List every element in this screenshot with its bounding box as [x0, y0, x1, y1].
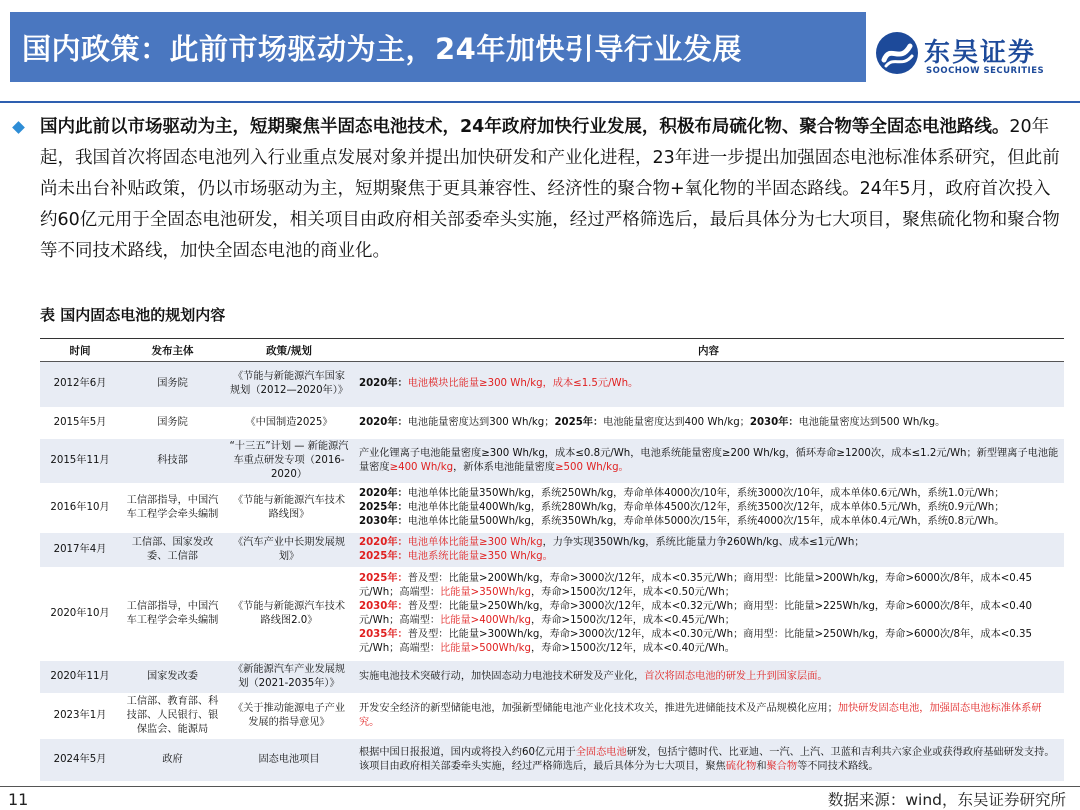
logo-chinese-name: 东吴证券: [924, 38, 1037, 68]
content-segment: ，寿命>1500次/12年，成本<0.40元/Wh。: [530, 642, 735, 654]
column-header-time: 时间: [40, 339, 120, 362]
cell-content: [353, 661, 1064, 693]
header-divider: [0, 101, 1080, 103]
table-row: [40, 567, 1064, 661]
cell-policy: 《中国制造2025》: [225, 407, 353, 439]
content-segment: 2020年：: [359, 536, 408, 548]
page-title: 国内政策：此前市场驱动为主，24年加快引导行业发展: [22, 31, 742, 66]
content-segment: 根据中国日报报道，国内或将投入约60亿元用于: [359, 746, 576, 758]
soochow-logo-icon: [874, 30, 920, 76]
column-header-issuer: 发布主体: [120, 339, 225, 362]
content-segment: 电池系统比能量≥350 Wh/kg。: [407, 550, 553, 562]
content-segment: 2025年：: [359, 572, 408, 584]
cell-content: [353, 533, 1064, 567]
content-segment: 电池能量密度达到500 Wh/kg。: [798, 416, 946, 428]
content-segment: 2025年：: [359, 550, 408, 562]
data-source: 数据来源：wind，东吴证券研究所: [827, 791, 1066, 809]
cell-time: 2020年11月: [40, 661, 120, 693]
column-header-content: 内容: [353, 339, 1064, 362]
cell-time: 2017年4月: [40, 533, 120, 567]
content-segment: 2020年：: [359, 416, 408, 428]
cell-content: [353, 567, 1064, 661]
cell-policy: 固态电池项目: [225, 739, 353, 781]
content-segment: 2020年：: [359, 378, 408, 390]
intro-body: 20年起，我国首次将固态电池列入行业重点发展对象并提出加快研发和产业化进程，23年进一步提出加强固态电池标准体系研究，但此前尚未出台补贴政策，仍以市场驱动为主，短期聚焦于更具兼容性、经济性的聚合物+氧化物的半固态路线。24年5月，政府首次投入约60亿元用于全固态电池研发，相关项目由政府相关部委牵头实施，经过严格筛选后，最后具体分为七大项目，聚焦硫化物和聚合物等不同技术路线，加快全固态电池的商业化。: [40, 117, 1060, 261]
content-segment: 电池模块比能量≥300 Wh/kg，成本≤1.5元/Wh。: [407, 378, 639, 390]
cell-content: [353, 362, 1064, 407]
content-segment: ，力争实现350Wh/kg，系统比能量力争260Wh/kg、成本≤1元/Wh；: [542, 536, 865, 548]
content-segment: 比能量>400Wh/kg: [440, 614, 531, 626]
table-row: [40, 739, 1064, 781]
content-segment: 电池单体比能量400Wh/kg，系统280Wh/kg，寿命单体4500次/12年，系统3500次/12年，成本单体0.5元/Wh，系统0.9元/Wh；: [407, 501, 1005, 513]
cell-content: [353, 439, 1064, 483]
cell-issuer: 工信部、教育部、科技部、人民银行、银保监会、能源局: [120, 693, 225, 739]
cell-policy: 《节能与新能源汽车技术路线图2.0》: [225, 567, 353, 661]
content-segment: 2025年：: [554, 416, 604, 428]
content-segment: 硫化物: [725, 760, 757, 772]
content-segment: 电池单体比能量≥300 Wh/kg: [407, 536, 543, 548]
content-segment: 实施电池技术突破行动，加快固态动力电池技术研发及产业化，: [359, 670, 645, 682]
content-segment: 普及型：比能量>250Wh/kg，寿命>3000次/12年，成本<0.32元/Wh；商用型：比能量>225Wh/kg，寿命>6000次/8年，成本<0.40元/Wh；高端型：: [359, 600, 1032, 626]
content-segment: ，新体系电池能量密度: [453, 461, 555, 473]
intro-bold-lead: 国内此前以市场驱动为主，短期聚焦半固态电池技术，24年政府加快行业发展，积极布局硫化物、聚合物等全固态电池路线。: [40, 117, 1010, 137]
content-segment: 普及型：比能量>300Wh/kg，寿命>3000次/12年，成本<0.30元/Wh；商用型：比能量>250Wh/kg，寿命>6000次/8年，成本<0.35元/Wh；高端型：: [359, 628, 1032, 654]
cell-policy: 《关于推动能源电子产业发展的指导意见》: [225, 693, 353, 739]
content-segment: 全固态电池: [575, 746, 627, 758]
cell-time: 2015年5月: [40, 407, 120, 439]
table-row: [40, 362, 1064, 407]
content-segment: 2030年：: [359, 600, 408, 612]
table-row: [40, 533, 1064, 567]
cell-time: 2012年6月: [40, 362, 120, 407]
content-segment: 电池单体比能量500Wh/kg，系统350Wh/kg，寿命单体5000次/15年，系统4000次/15年，成本单体0.4元/Wh，系统0.8元/Wh。: [407, 515, 1005, 527]
content-segment: 电池能量密度达到300 Wh/kg；: [407, 416, 555, 428]
content-segment: 产业化锂离子电池能量密度≥300 Wh/kg，成本≤0.8元/Wh，电池系统能量密度≥200 Wh/kg，循环寿命≥1200次，成本≤1.2元/Wh；新型锂离子电池能量密度: [359, 447, 1059, 473]
cell-content: [353, 483, 1064, 533]
table-row: [40, 661, 1064, 693]
table-title: 表 国内固态电池的规划内容: [40, 306, 226, 324]
content-segment: 聚合物: [766, 760, 798, 772]
company-logo: [874, 30, 1074, 84]
table-header-row: [40, 339, 1064, 362]
content-segment: 2030年：: [749, 416, 799, 428]
page-number: 11: [8, 790, 29, 809]
cell-issuer: 工信部指导，中国汽车工程学会牵头编制: [120, 567, 225, 661]
cell-policy: 《节能与新能源汽车技术路线图》: [225, 483, 353, 533]
cell-issuer: 工信部指导，中国汽车工程学会牵头编制: [120, 483, 225, 533]
content-segment: 普及型：比能量>200Wh/kg，寿命>3000次/12年，成本<0.35元/Wh；商用型：比能量>200Wh/kg，寿命>6000次/8年，成本<0.45元/Wh；高端型：: [359, 572, 1032, 598]
content-segment: 比能量>500Wh/kg: [440, 642, 531, 654]
content-segment: ≥400 Wh/kg: [389, 461, 454, 473]
column-header-policy: 政策/规划: [225, 339, 353, 362]
cell-issuer: 工信部、国家发改委、工信部: [120, 533, 225, 567]
cell-content: [353, 693, 1064, 739]
content-segment: ，寿命>1500次/12年，成本<0.50元/Wh；: [530, 586, 735, 598]
table-row: [40, 407, 1064, 439]
content-segment: ，寿命>1500次/12年，成本<0.45元/Wh；: [530, 614, 735, 626]
content-segment: 电池能量密度达到400 Wh/kg；: [603, 416, 750, 428]
cell-content: [353, 407, 1064, 439]
cell-issuer: 政府: [120, 739, 225, 781]
content-segment: 首次将固态电池的研发上升到国家层面。: [644, 670, 828, 682]
cell-policy: 《节能与新能源汽车国家规划（2012—2020年）》: [225, 362, 353, 407]
table-row: [40, 483, 1064, 533]
content-segment: 2030年：: [359, 515, 408, 527]
cell-time: 2023年1月: [40, 693, 120, 739]
cell-policy: 《汽车产业中长期发展规划》: [225, 533, 353, 567]
content-segment: 开发安全经济的新型储能电池，加强新型储能电池产业化技术攻关，推进先进储能技术及产品规模化应用；: [359, 702, 838, 714]
cell-policy: “十三五”计划 — 新能源汽车重点研发专项（2016-2020）: [225, 439, 353, 483]
content-segment: 2025年：: [359, 501, 408, 513]
cell-time: 2015年11月: [40, 439, 120, 483]
content-segment: 和: [756, 760, 767, 772]
title-bar: [10, 12, 866, 82]
content-segment: 2035年：: [359, 628, 408, 640]
bullet-diamond-icon: [12, 121, 25, 134]
cell-issuer: 国务院: [120, 407, 225, 439]
content-segment: 2020年：: [359, 487, 408, 499]
cell-issuer: 国务院: [120, 362, 225, 407]
content-segment: 等不同技术路线。: [797, 760, 879, 772]
content-segment: 比能量>350Wh/kg: [440, 586, 531, 598]
logo-english-name: SOOCHOW SECURITIES: [926, 66, 1045, 76]
cell-content: [353, 739, 1064, 781]
intro-paragraph: [40, 112, 1060, 267]
policy-table: [40, 338, 1064, 781]
table-row: [40, 439, 1064, 483]
content-segment: 加快研发固态电池，加强固态电池标准体系研究。: [359, 702, 1042, 728]
cell-issuer: 科技部: [120, 439, 225, 483]
cell-time: 2024年5月: [40, 739, 120, 781]
footer-divider: [0, 786, 1080, 787]
content-segment: 电池单体比能量350Wh/kg，系统250Wh/kg，寿命单体4000次/10年，系统3000次/10年，成本单体0.6元/Wh，系统1.0元/Wh；: [407, 487, 1005, 499]
content-segment: 研发，包括宁德时代、比亚迪、一汽、上汽、卫蓝和吉利共六家企业或获得政府基础研发支持。该项目由政府相关部委牵头实施，经过严格筛选后，最后具体分为七大项目，聚焦: [359, 746, 1055, 772]
cell-time: 2020年10月: [40, 567, 120, 661]
cell-time: 2016年10月: [40, 483, 120, 533]
cell-policy: 《新能源汽车产业发展规划（2021-2035年）》: [225, 661, 353, 693]
content-segment: ≥500 Wh/kg。: [555, 461, 629, 473]
table-row: [40, 693, 1064, 739]
cell-issuer: 国家发改委: [120, 661, 225, 693]
